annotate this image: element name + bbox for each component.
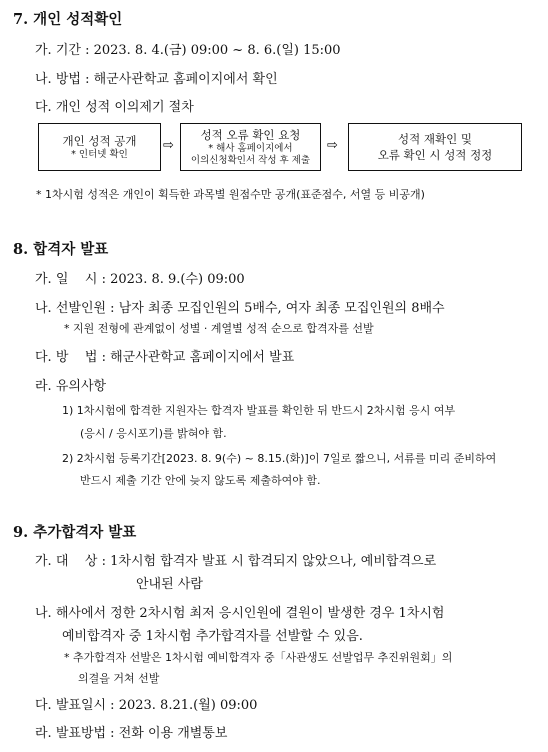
flow-step-2 <box>180 123 321 171</box>
s8-notice-2-line2: 반드시 제출 기간 안에 늦지 않도록 제출하여야 함. <box>80 474 321 487</box>
flow-arrow-2-icon: ⇨ <box>327 138 338 153</box>
s7-method: 나. 방법 : 해군사관학교 홈페이지에서 확인 <box>35 72 278 87</box>
s9-target-line2: 안내된 사람 <box>136 577 203 592</box>
s9-condition-line1: 나. 해사에서 정한 2차시험 최저 응시인원에 결원이 발생한 경우 1차시험 <box>35 606 445 621</box>
flow-arrow-1-icon: ⇨ <box>163 138 174 153</box>
s9-condition-line2: 예비합격자 중 1차시험 추가합격자를 선발할 수 있음. <box>62 629 363 644</box>
s8-date: 가. 일 시 : 2023. 8. 9.(수) 09:00 <box>35 272 245 287</box>
flow-step-2-sub2: 이의신청확인서 작성 후 제출 <box>190 155 311 166</box>
flow-step-1 <box>38 123 161 171</box>
s8-selection-count: 나. 선발인원 : 남자 최종 모집인원의 5배수, 여자 최종 모집인원의 8배수 <box>35 301 445 316</box>
flow-step-3-line2: 오류 확인 시 성적 정정 <box>377 148 493 162</box>
s9-announce-datetime: 다. 발표일시 : 2023. 8.21.(월) 09:00 <box>35 698 258 713</box>
s8-notice-1-line1: 1) 1차시험에 합격한 지원자는 합격자 발표를 확인한 뒤 반드시 2차시험 응시 여부 <box>62 404 456 417</box>
flow-step-2-title: 성적 오류 확인 요청 <box>200 128 301 142</box>
s7-appeal-procedure: 다. 개인 성적 이의제기 절차 <box>35 100 194 115</box>
section-7-heading: 7. 개인 성적확인 <box>13 11 123 28</box>
flow-step-1-title: 개인 성적 공개 <box>62 134 137 148</box>
s9-note-line1: * 추가합격자 선발은 1차시험 예비합격자 중「사관생도 선발업무 추진위원회」의 <box>64 651 453 664</box>
s9-target-line1: 가. 대 상 : 1차시험 합격자 발표 시 합격되지 않았으나, 예비합격으로 <box>35 554 437 569</box>
s8-notice-2-line1: 2) 2차시험 등록기간[2023. 8. 9(수) ~ 8.15.(화)]이 7일로 짧으니, 서류를 미리 준비하여 <box>62 452 497 465</box>
s9-note-line2: 의결을 거쳐 선발 <box>78 672 160 685</box>
flow-step-1-sub: * 인터넷 확인 <box>71 149 128 160</box>
s8-notice-heading: 라. 유의사항 <box>35 379 107 394</box>
flow-step-2-sub1: * 해사 홈페이지에서 <box>208 143 293 154</box>
s8-selection-note: * 지원 전형에 관계없이 성별 · 계열별 성적 순으로 합격자를 선발 <box>64 322 374 335</box>
s8-notice-1-line2: (응시 / 응시포기)를 밝혀야 함. <box>80 427 227 440</box>
s7-period: 가. 기간 : 2023. 8. 4.(금) 09:00 ~ 8. 6.(일) 15:00 <box>35 43 341 58</box>
s7-note: * 1차시험 성적은 개인이 획득한 과목별 원점수만 공개(표준점수, 서열 등 비공개) <box>36 188 425 201</box>
section-8-heading: 8. 합격자 발표 <box>13 241 109 258</box>
s8-method: 다. 방 법 : 해군사관학교 홈페이지에서 발표 <box>35 350 295 365</box>
flow-step-3-line1: 성적 재확인 및 <box>398 132 472 146</box>
flow-step-3 <box>348 123 522 171</box>
section-9-heading: 9. 추가합격자 발표 <box>13 524 137 541</box>
s9-announce-method: 라. 발표방법 : 전화 이용 개별통보 <box>35 726 228 741</box>
